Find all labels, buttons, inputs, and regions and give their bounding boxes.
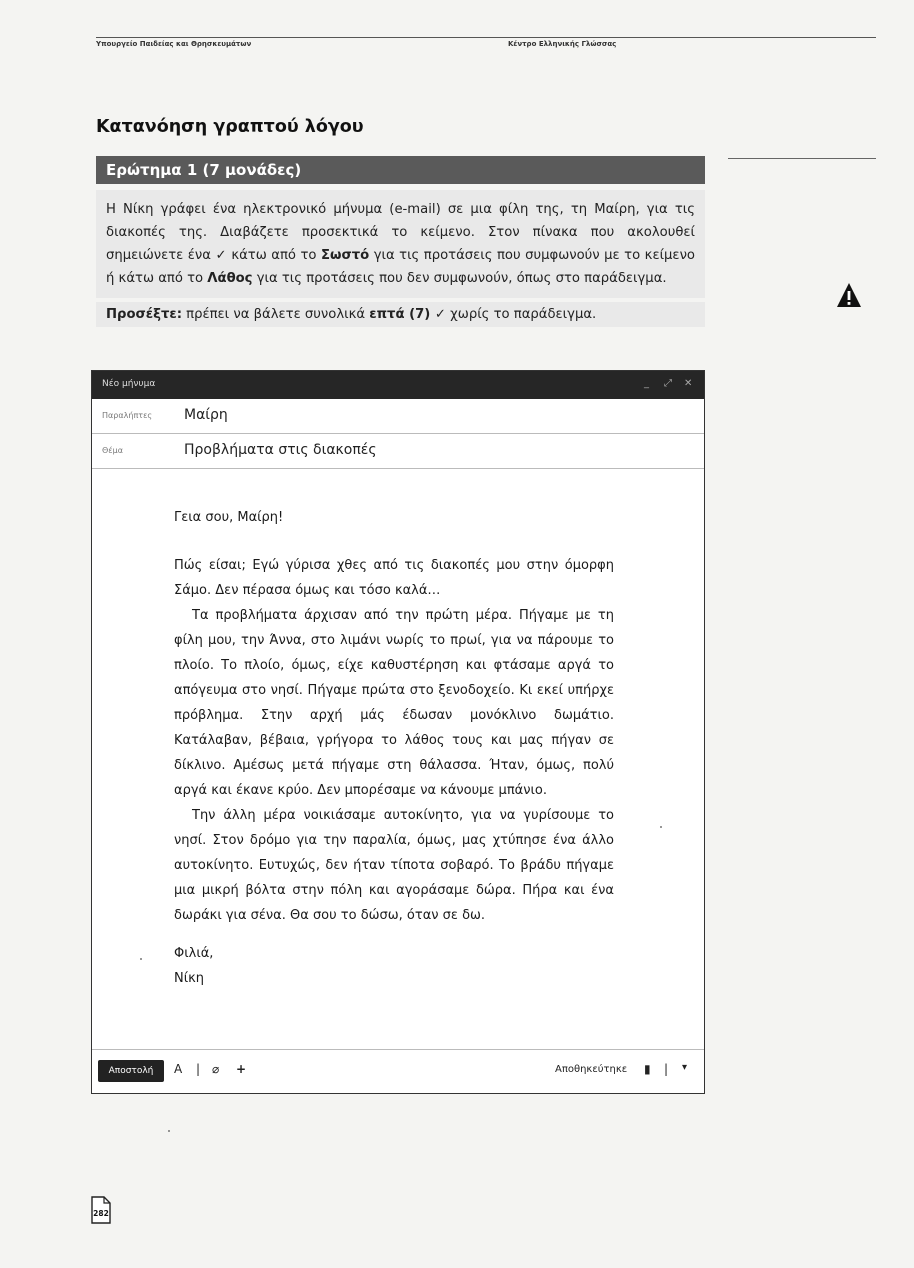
warning-icon bbox=[836, 282, 862, 308]
note-text bbox=[96, 302, 705, 328]
page-number: 282 bbox=[93, 1209, 109, 1218]
scan-dot bbox=[660, 826, 662, 828]
question-title: Ερώτημα 1 (7 μονάδες) bbox=[106, 161, 302, 179]
instructions-wrong: Λάθος bbox=[207, 271, 253, 286]
more-options-icon[interactable]: ▾ bbox=[682, 1062, 688, 1073]
header-rule bbox=[96, 37, 876, 38]
subject-label: Θέμα bbox=[102, 446, 123, 455]
add-icon[interactable]: + bbox=[236, 1062, 247, 1076]
format-text-icon[interactable]: A bbox=[174, 1062, 183, 1076]
email-signature: Νίκη bbox=[174, 971, 205, 986]
page-number-icon bbox=[91, 1196, 111, 1224]
email-closing: Φιλιά, bbox=[174, 946, 214, 961]
attach-icon[interactable]: ⌀ bbox=[212, 1062, 220, 1076]
window-title: Νέο μήνυμα bbox=[102, 379, 156, 389]
email-body[interactable] bbox=[174, 553, 614, 928]
compose-toolbar bbox=[92, 1049, 704, 1094]
saved-status: Αποθηκεύτηκε bbox=[555, 1064, 628, 1075]
instructions-box bbox=[96, 190, 705, 298]
toolbar-separator: | bbox=[664, 1062, 669, 1076]
expand-icon[interactable]: ⤢ bbox=[664, 378, 672, 389]
margin-rule bbox=[728, 158, 876, 159]
note-text1: πρέπει να βάλετε συνολικά bbox=[181, 307, 370, 322]
email-paragraph: Πώς είσαι; Εγώ γύρισα χθες από τις διακοπές μου στην όμορφη Σάμο. Δεν πέρασα όμως και τόσο καλά… bbox=[174, 558, 614, 598]
header-center: Κέντρο Ελληνικής Γλώσσας bbox=[508, 40, 617, 48]
subject-row bbox=[92, 434, 704, 469]
instructions-correct: Σωστό bbox=[320, 248, 370, 263]
header-ministry: Υπουργείο Παιδείας και Θρησκευμάτων bbox=[96, 40, 252, 48]
send-button[interactable]: Αποστολή bbox=[98, 1060, 164, 1082]
close-icon[interactable]: ✕ bbox=[684, 378, 693, 389]
note-label: Προσέξτε: bbox=[106, 307, 182, 322]
instructions-part1: Η Νίκη γράφει ένα ηλεκτρονικό μήνυμα (e-mail) σε μια φίλη της, τη Μαίρη, για τις διακοπές της. Διαβάζετε προσεκτικά το κείμενο. Στον πίνακα που ακολουθεί σημειώνετε ένα ✓ κάτω από το bbox=[106, 202, 695, 263]
minimize-icon[interactable]: _ bbox=[644, 378, 649, 389]
recipients-label: Παραλήπτες bbox=[102, 411, 153, 420]
email-greeting: Γεια σου, Μαίρη! bbox=[174, 510, 284, 525]
trash-icon[interactable]: ▮ bbox=[644, 1062, 651, 1076]
scan-dot bbox=[168, 1130, 170, 1132]
instructions-text bbox=[96, 190, 705, 290]
toolbar-separator: | bbox=[196, 1062, 201, 1076]
email-paragraph: Την άλλη μέρα νοικιάσαμε αυτοκίνητο, για να γυρίσουμε το νησί. Στον δρόμο για την παραλία, όμως, μας χτύπησε ένα άλλο αυτοκίνητο. Ευτυχώς, δεν ήταν τίποτα σοβαρό. Το βράδυ πήγαμε μια μικρή βόλτα στην πόλη και αγοράσαμε δώρα. Πήρα και ένα δωράκι για σένα. Θα σου το δώσω, όταν σε δω. bbox=[174, 808, 614, 923]
instructions-part2: για τις προτάσεις που συμφωνούν με το κείμενο ή κάτω από το bbox=[106, 248, 695, 286]
instructions-part3: για τις προτάσεις που δεν συμφωνούν, όπως στο παράδειγμα. bbox=[252, 271, 667, 286]
window-title-bar bbox=[92, 371, 704, 399]
note-box bbox=[96, 302, 705, 327]
scan-dot bbox=[140, 958, 142, 960]
email-compose-window bbox=[91, 370, 705, 1094]
recipients-row bbox=[92, 399, 704, 434]
section-title: Κατανόηση γραπτού λόγου bbox=[96, 117, 364, 137]
recipients-field[interactable]: Μαίρη bbox=[184, 407, 228, 423]
email-paragraph: Τα προβλήματα άρχισαν από την πρώτη μέρα. Πήγαμε με τη φίλη μου, την Άννα, στο λιμάνι νωρίς το πρωί, για να πάρουμε το πλοίο. Το πλοίο, όμως, είχε καθυστέρηση και φτάσαμε αργά το απόγευμα στο νησί. Πήγαμε πρώτα στο ξενοδοχείο. Κι εκεί υπήρχε πρόβλημα. Στην αρχή μάς έδωσαν μονόκλινο δωμάτιο. Κατάλαβαν, βέβαια, γρήγορα το λάθος τους και μας πήγαν σε δίκλινο. Αμέσως μετά πήγαμε στη θάλασσα. Ήταν, όμως, πολύ αργά και έκανε κρύο. Δεν μπορέσαμε να κάνουμε μπάνιο. bbox=[174, 608, 614, 798]
note-bold: επτά (7) ✓ bbox=[369, 307, 446, 322]
subject-field[interactable]: Προβλήματα στις διακοπές bbox=[184, 442, 377, 458]
note-text2: χωρίς το παράδειγμα. bbox=[445, 307, 597, 322]
